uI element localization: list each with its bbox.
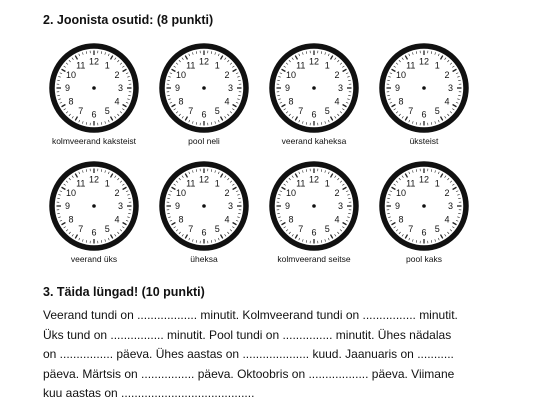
fill-in-line[interactable]: on ................ päeva. Ühes aastas on .................... kuud. Jaanuaris on ........... xyxy=(43,347,454,362)
clock-number: 5 xyxy=(434,224,440,235)
clock-number: 12 xyxy=(88,56,100,67)
clock-label: veerand kaheksa xyxy=(281,136,347,146)
clock-number: 6 xyxy=(201,227,207,238)
clock-number: 8 xyxy=(68,214,74,225)
clock-number: 11 xyxy=(296,178,306,189)
clock-number: 6 xyxy=(311,109,317,120)
clock-label: kolmveerand kaksteist xyxy=(51,136,137,146)
fill-in-line[interactable]: päeva. Märtsis on ................ päeva. Oktoobris on .................. päeva. Viimane xyxy=(43,366,455,381)
clock-number: 1 xyxy=(214,178,220,189)
fill-in-line[interactable]: Üks tund on ................ minutit. Pool tundi on ............... minutit. Ühes nädalas xyxy=(43,327,452,342)
clock-number: 12 xyxy=(198,174,210,185)
clock-face[interactable] xyxy=(48,42,140,134)
clock-number: 2 xyxy=(334,69,340,80)
clock-item xyxy=(148,42,260,146)
clock-center-dot xyxy=(312,204,316,208)
clock-number: 7 xyxy=(408,106,414,117)
clock-center-dot xyxy=(202,86,206,90)
clock-number: 7 xyxy=(298,224,304,235)
clock-number: 11 xyxy=(406,60,416,71)
clock-number: 8 xyxy=(68,96,74,107)
clock-number: 9 xyxy=(174,201,181,212)
clock-number: 3 xyxy=(337,83,344,94)
clock-number: 11 xyxy=(406,178,416,189)
clock-item xyxy=(38,160,150,264)
clock-number: 8 xyxy=(178,214,184,225)
clock-number: 4 xyxy=(114,214,120,225)
clock-number: 6 xyxy=(91,109,97,120)
clock-number: 10 xyxy=(66,69,77,80)
clock-number: 5 xyxy=(104,224,110,235)
clock-face[interactable] xyxy=(378,42,470,134)
clock-number: 5 xyxy=(214,224,220,235)
clock-number: 1 xyxy=(324,178,330,189)
clock-number: 11 xyxy=(186,60,196,71)
clock-number: 1 xyxy=(434,178,440,189)
clock-face[interactable] xyxy=(48,160,140,252)
clock-number: 12 xyxy=(308,56,320,67)
clock-number: 2 xyxy=(444,69,450,80)
clock-number: 1 xyxy=(214,60,220,71)
clock-number: 3 xyxy=(447,83,454,94)
clock-number: 3 xyxy=(227,83,234,94)
clock-number: 6 xyxy=(311,227,317,238)
clock-number: 11 xyxy=(296,60,306,71)
clock-number: 1 xyxy=(434,60,440,71)
clock-number: 9 xyxy=(394,83,401,94)
clock-number: 12 xyxy=(308,174,320,185)
clock-number: 2 xyxy=(114,187,120,198)
clock-number: 1 xyxy=(324,60,330,71)
clock-center-dot xyxy=(92,86,96,90)
clock-label: kolmveerand seitse xyxy=(277,254,351,264)
clock-item xyxy=(258,42,370,146)
clock-center-dot xyxy=(202,204,206,208)
clock-number: 4 xyxy=(444,96,450,107)
clock-face[interactable] xyxy=(268,160,360,252)
clock-number: 5 xyxy=(214,106,220,117)
fill-in-line[interactable]: kuu aastas on ........................................ xyxy=(43,386,255,401)
clock-number: 3 xyxy=(337,201,344,212)
clock-number: 6 xyxy=(421,109,427,120)
clock-item xyxy=(258,160,370,264)
clock-number: 8 xyxy=(288,96,294,107)
clock-item xyxy=(148,160,260,264)
clock-number: 7 xyxy=(188,224,194,235)
clock-number: 10 xyxy=(176,187,187,198)
clock-number: 1 xyxy=(104,60,110,71)
clock-label: pool kaks xyxy=(406,254,442,264)
clock-number: 7 xyxy=(298,106,304,117)
clock-number: 12 xyxy=(418,56,430,67)
clock-number: 4 xyxy=(334,96,340,107)
clock-number: 8 xyxy=(288,214,294,225)
clock-number: 10 xyxy=(66,187,77,198)
clock-number: 6 xyxy=(201,109,207,120)
section-3-title: 3. Täida lüngad! (10 punkti) xyxy=(43,285,205,299)
clock-number: 6 xyxy=(91,227,97,238)
clock-number: 2 xyxy=(114,69,120,80)
clock-number: 9 xyxy=(284,201,291,212)
clock-number: 12 xyxy=(418,174,430,185)
clock-number: 6 xyxy=(421,227,427,238)
clock-number: 9 xyxy=(64,83,71,94)
clock-number: 11 xyxy=(186,178,196,189)
clock-number: 4 xyxy=(224,214,230,225)
clock-number: 3 xyxy=(117,83,124,94)
clock-center-dot xyxy=(422,204,426,208)
clock-number: 8 xyxy=(178,96,184,107)
clock-face[interactable] xyxy=(378,160,470,252)
clock-center-dot xyxy=(422,86,426,90)
clock-number: 3 xyxy=(227,201,234,212)
clock-number: 7 xyxy=(188,106,194,117)
clock-number: 3 xyxy=(117,201,124,212)
clock-number: 4 xyxy=(334,214,340,225)
clock-number: 7 xyxy=(78,106,84,117)
clock-number: 8 xyxy=(398,96,404,107)
fill-in-line[interactable]: Veerand tundi on .................. minutit. Kolmveerand tundi on ................ minutit. xyxy=(43,308,458,322)
clock-number: 10 xyxy=(396,187,407,198)
clock-number: 7 xyxy=(78,224,84,235)
clock-number: 2 xyxy=(224,69,230,80)
clock-number: 4 xyxy=(224,96,230,107)
fill-in-paragraph xyxy=(43,306,513,404)
section-2-title: 2. Joonista osutid: (8 punkti) xyxy=(43,13,214,27)
clock-number: 5 xyxy=(324,224,330,235)
clock-number: 9 xyxy=(174,83,181,94)
clock-number: 7 xyxy=(408,224,414,235)
clock-center-dot xyxy=(312,86,316,90)
clock-number: 10 xyxy=(396,69,407,80)
clock-item xyxy=(368,160,480,264)
clock-number: 10 xyxy=(286,187,297,198)
clock-number: 9 xyxy=(394,201,401,212)
clock-item xyxy=(368,42,480,146)
clock-number: 5 xyxy=(434,106,440,117)
clock-number: 5 xyxy=(324,106,330,117)
clock-number: 9 xyxy=(284,83,291,94)
clock-label: pool neli xyxy=(188,136,220,146)
clock-number: 11 xyxy=(76,178,86,189)
clock-number: 8 xyxy=(398,214,404,225)
clock-number: 3 xyxy=(447,201,454,212)
clock-number: 11 xyxy=(76,60,86,71)
clock-number: 4 xyxy=(444,214,450,225)
clock-number: 12 xyxy=(198,56,210,67)
clock-face[interactable] xyxy=(158,160,250,252)
clock-label: üheksa xyxy=(190,254,218,264)
clock-center-dot xyxy=(92,204,96,208)
clock-number: 12 xyxy=(88,174,100,185)
clock-number: 9 xyxy=(64,201,71,212)
clock-face[interactable] xyxy=(158,42,250,134)
clock-number: 5 xyxy=(104,106,110,117)
clock-number: 10 xyxy=(286,69,297,80)
clock-label: üksteist xyxy=(409,136,439,146)
clock-number: 2 xyxy=(444,187,450,198)
clock-number: 2 xyxy=(334,187,340,198)
clock-label: veerand üks xyxy=(70,254,118,264)
clock-item xyxy=(38,42,150,146)
clock-face[interactable] xyxy=(268,42,360,134)
clock-number: 10 xyxy=(176,69,187,80)
clock-number: 4 xyxy=(114,96,120,107)
clock-number: 2 xyxy=(224,187,230,198)
clock-number: 1 xyxy=(104,178,110,189)
